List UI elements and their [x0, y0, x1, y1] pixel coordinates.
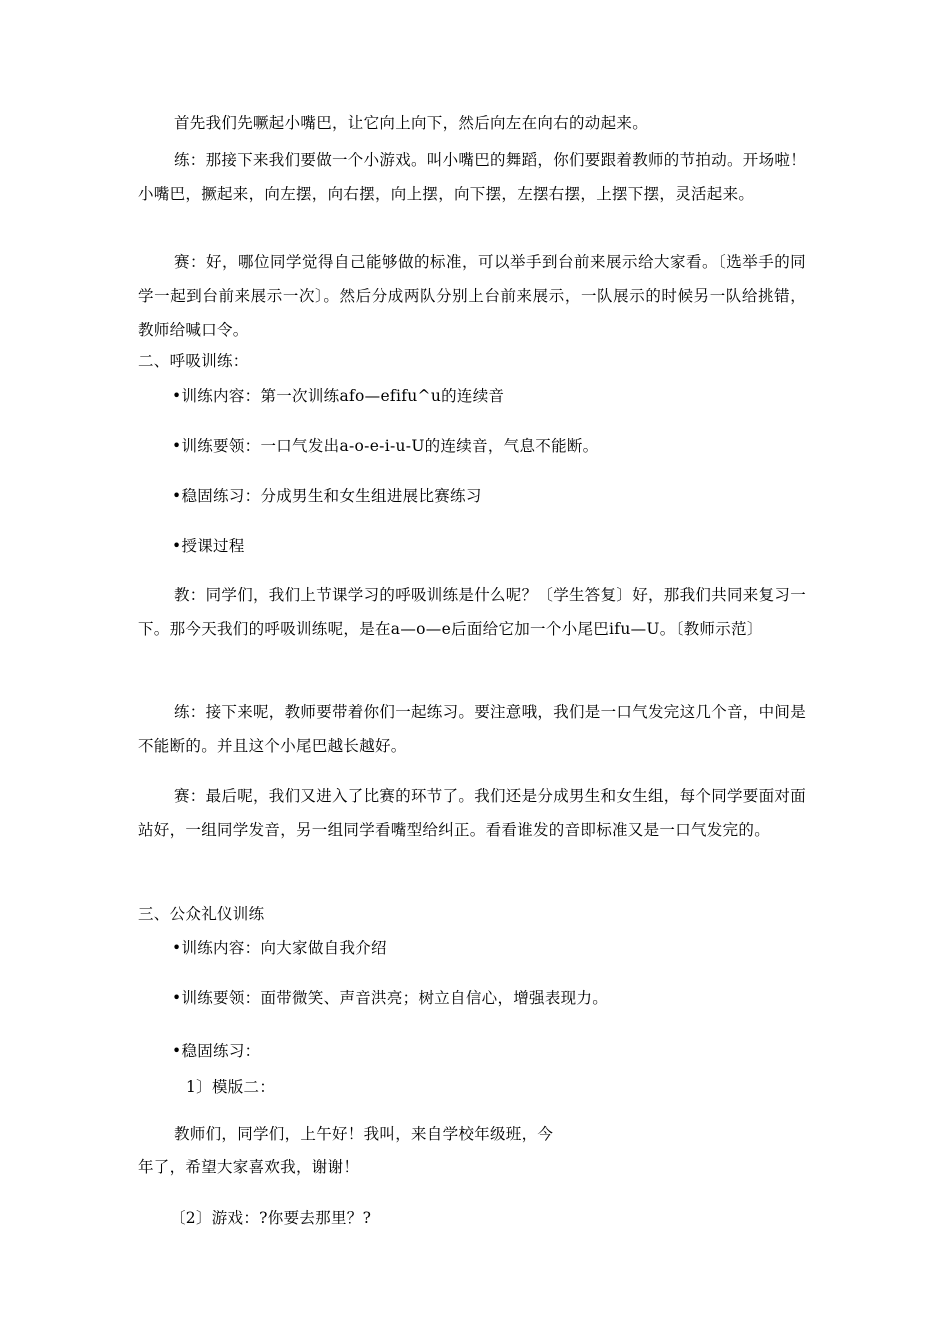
paragraph-compete: 赛：最后呢，我们又进入了比赛的环节了。我们还是分成男生和女生组，每个同学要面对面站好，一组同学发音，另一组同学看嘴型给纠正。看看谁发的音即标准又是一口气发完的。	[138, 787, 807, 839]
bullet-training-content: •训练内容：第一次训练afo—efifu^u的连续音	[172, 387, 505, 405]
bullet-training-essentials: •训练要领：一口气发出a-o-e-i-u-U的连续音，气息不能断。	[172, 437, 599, 455]
section-heading-breathing: 二、呼吸训练：	[138, 352, 249, 370]
subitem-game: 〔2〕游戏：?你要去那里？?	[170, 1209, 372, 1227]
paragraph-practice-game: 练：那接下来我们要做一个小游戏。叫小嘴巴的舞蹈，你们要跟着教师的节拍动。开场啦！小嘴巴，撅起来，向左摆，向右摆，向上摆，向下摆，左摆右摆，上摆下摆，灵活起来。	[138, 151, 807, 203]
paragraph-practice: 练：接下来呢，教师要带着你们一起练习。要注意哦，我们是一口气发完这几个音，中间是不能断的。并且这个小尾巴越长越好。	[138, 703, 807, 755]
paragraph-mouth-exercise: 首先我们先噘起小嘴巴，让它向上向下，然后向左在向右的动起来。	[174, 114, 649, 132]
bullet-etiquette-essentials: •训练要领：面带微笑、声音洪亮；树立自信心，增强表现力。	[172, 989, 609, 1007]
subitem-template-two: 1〕模版二：	[186, 1078, 276, 1096]
paragraph-competition: 赛：好，哪位同学觉得自己能够做的标准，可以举手到台前来展示给大家看。〔选举手的同学一起到台前来展示一次〕。然后分成两队分别上台前来展示，一队展示的时候另一队给挑错，教师给喊口令。	[138, 253, 806, 339]
template-line-2: 年了，希望大家喜欢我，谢谢！	[138, 1158, 360, 1176]
bullet-etiquette-practice: •稳固练习：	[172, 1042, 261, 1060]
bullet-consolidation-practice: •稳固练习：分成男生和女生组进展比赛练习	[172, 487, 482, 505]
bullet-teaching-process: •授课过程	[172, 537, 245, 555]
bullet-etiquette-content: •训练内容：向大家做自我介绍	[172, 939, 387, 957]
template-line-1: 教师们，同学们，上午好！我叫，来自学校年级班，今	[174, 1125, 554, 1143]
section-heading-etiquette: 三、公众礼仪训练	[138, 905, 265, 923]
paragraph-teach: 教：同学们，我们上节课学习的呼吸训练是什么呢？〔学生答复〕好，那我们共同来复习一下。那今天我们的呼吸训练呢，是在a—o—e后面给它加一个小尾巴ifu—U。〔教师示范〕	[138, 586, 807, 638]
